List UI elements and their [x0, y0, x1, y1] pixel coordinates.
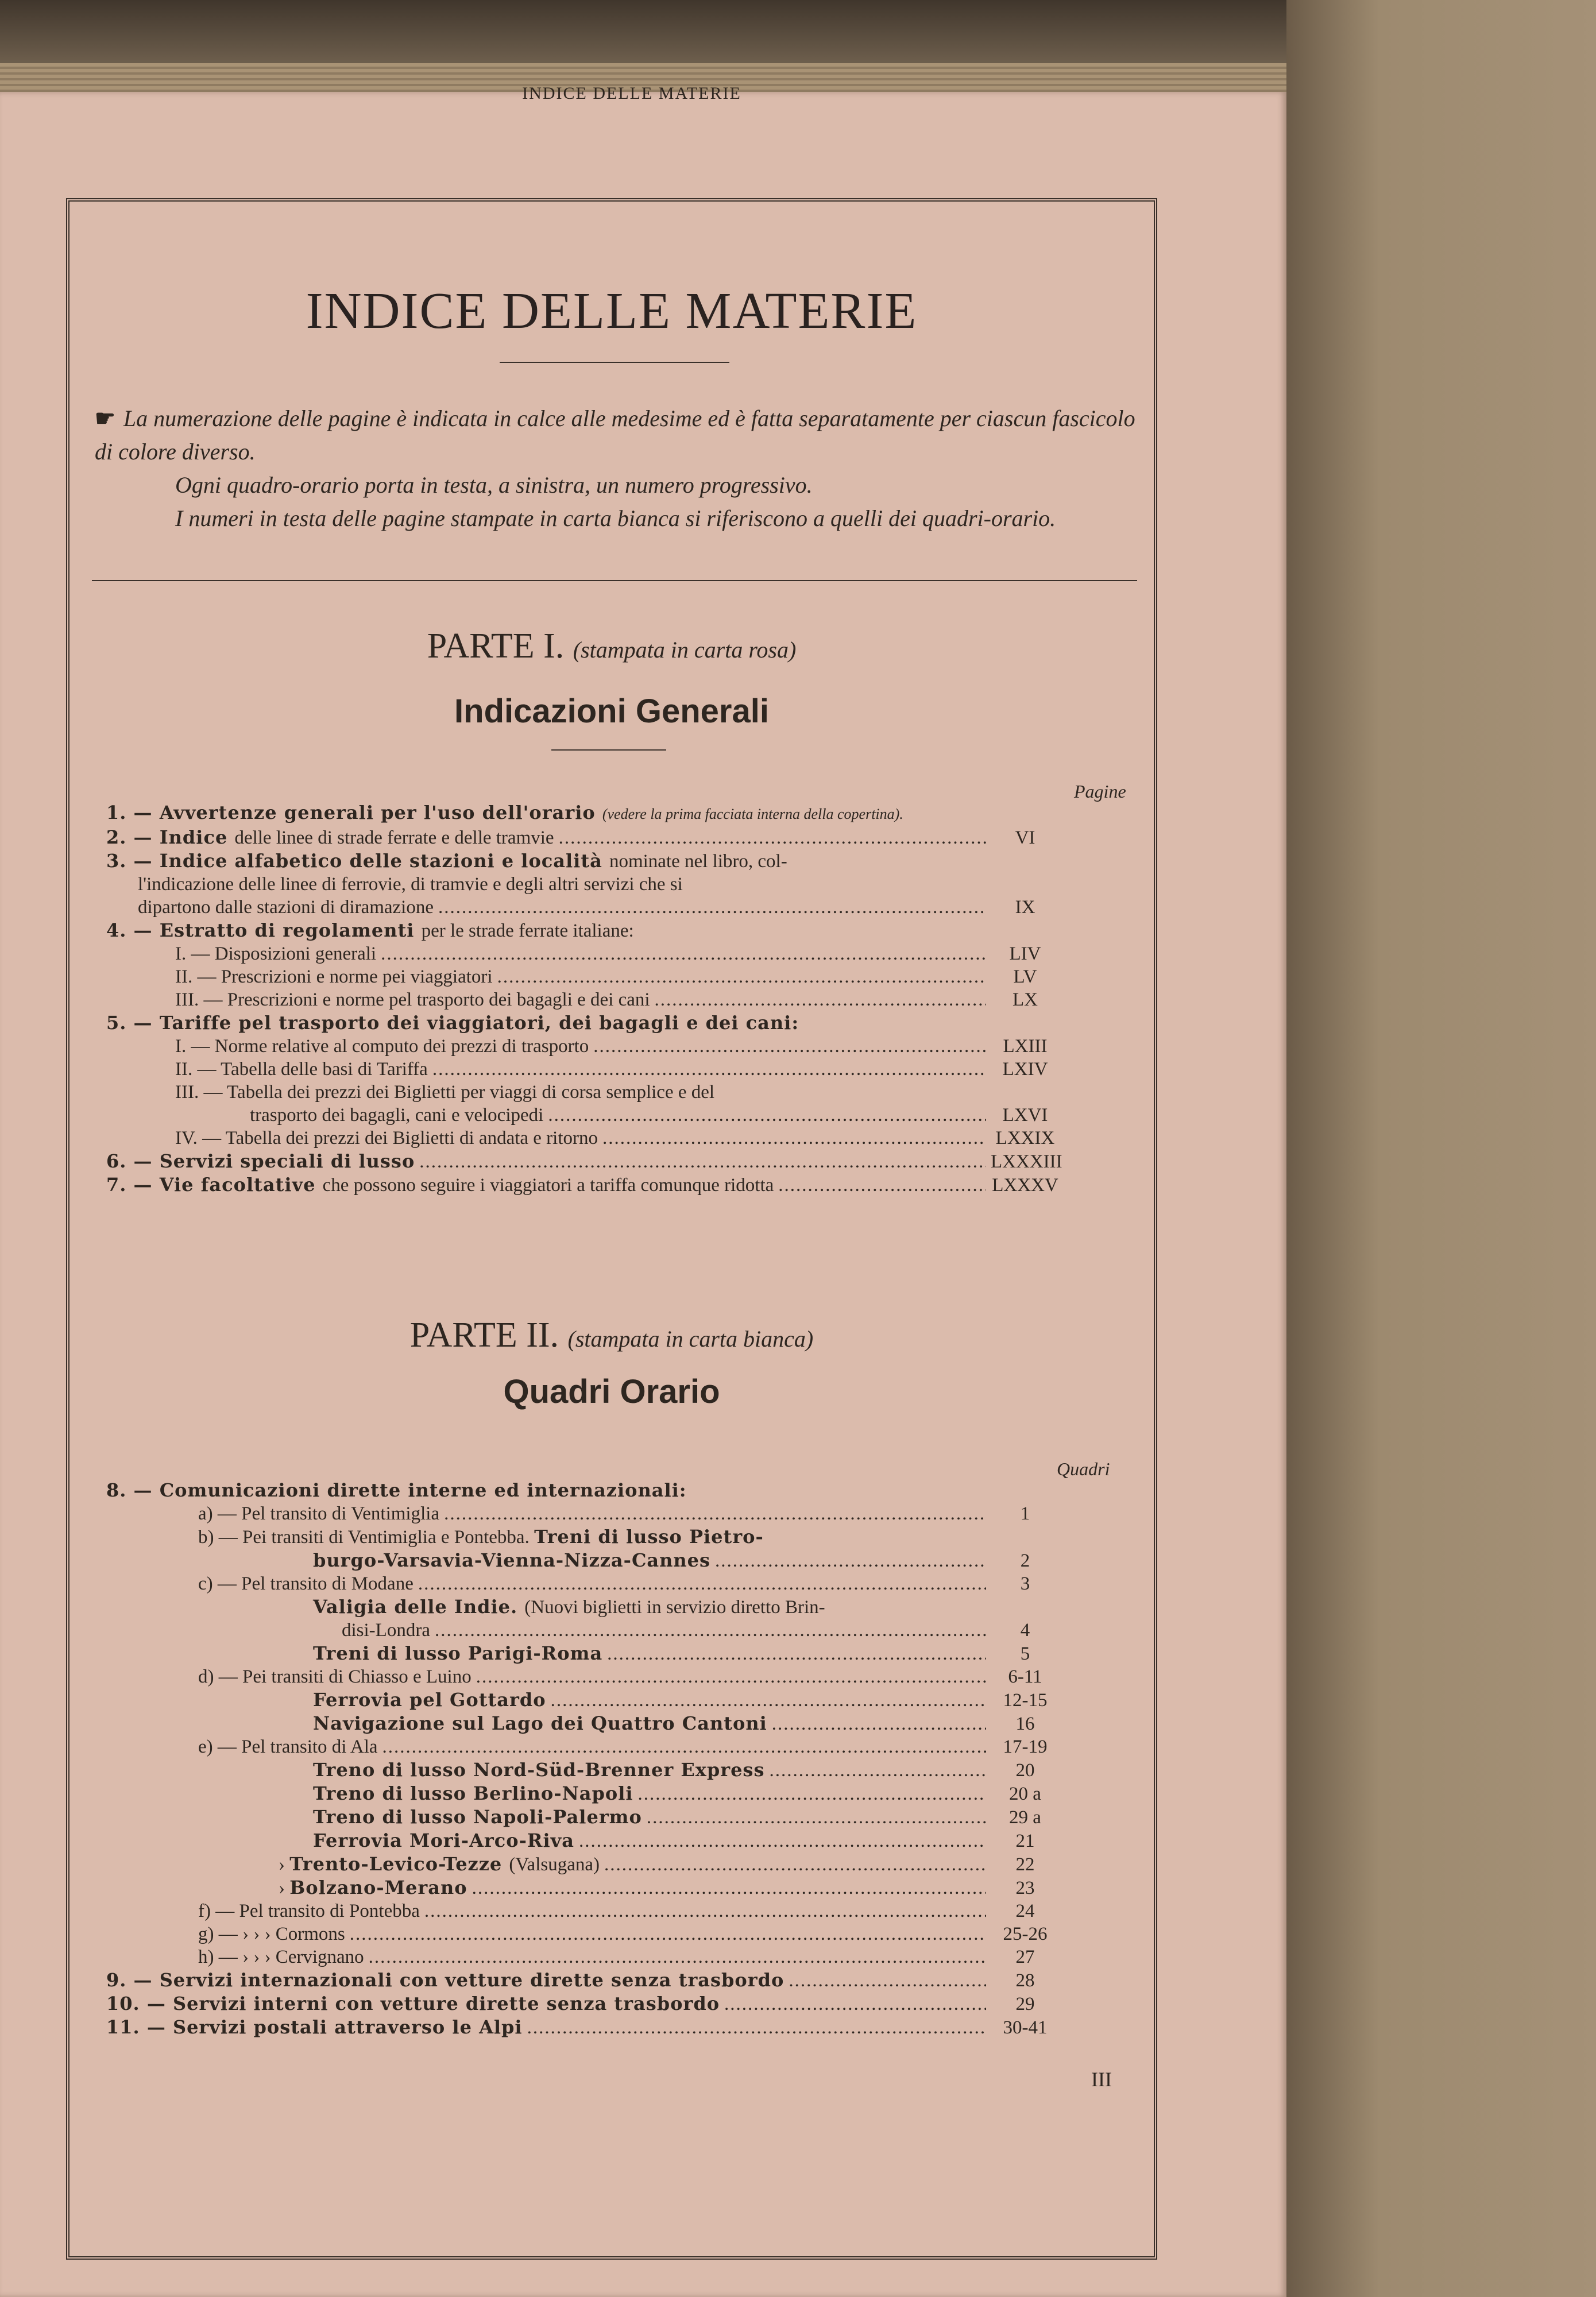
entry-text: (Nuovi biglietti in servizio diretto Brin- [524, 1597, 825, 1618]
toc-entry [106, 1035, 1060, 1058]
entry-text: g) — › › › Cormons [198, 1924, 345, 1944]
entry-text: › [279, 1878, 290, 1898]
part2-toc [106, 1479, 1060, 2039]
entry-page: LV [1013, 966, 1037, 987]
entry-title: Treni di lusso Pietro- [534, 1526, 764, 1548]
entry-text: trasporto dei bagagli, cani e velocipedi [250, 1105, 544, 1126]
entry-page: LXXXIII [991, 1151, 1062, 1172]
leader-dots [559, 826, 986, 849]
leader-dots [647, 1806, 986, 1829]
entry-text: I. — Disposizioni generali [175, 943, 377, 964]
toc-entry [106, 1572, 1060, 1595]
toc-entry [106, 826, 1060, 849]
toc-entry [106, 919, 1060, 942]
leader-dots [638, 1782, 986, 1805]
entry-number: 7. — [106, 1174, 160, 1196]
toc-entry [106, 942, 1060, 965]
entry-text: (Valsugana) [509, 1854, 600, 1875]
toc-entry [106, 1525, 1060, 1549]
leader-dots [369, 1946, 986, 1969]
toc-entry [106, 988, 1060, 1011]
note-quadro: Ogni quadro-orario porta in testa, a sinistra, un numero progressivo. [175, 472, 813, 498]
part2-section-title: Quadri Orario [503, 1373, 720, 1410]
pages-column-label: Pagine [1074, 781, 1126, 802]
entry-page: LXIII [1003, 1036, 1048, 1057]
entry-page: 25-26 [1003, 1924, 1048, 1944]
toc-entry [106, 1735, 1060, 1758]
entry-number: 3. — [106, 850, 160, 872]
leader-dots [497, 965, 986, 988]
toc-entry [106, 2016, 1060, 2039]
entry-page: VI [1015, 827, 1035, 848]
leader-dots [472, 1877, 986, 1900]
entry-text: II. — Tabella delle basi di Tariffa [175, 1059, 428, 1080]
entry-page: 30-41 [1003, 2017, 1048, 2038]
leader-dots [424, 1900, 986, 1923]
entry-page: 24 [1015, 1901, 1035, 1921]
entry-title: Estratto di regolamenti [159, 919, 422, 941]
entry-title: Ferrovia pel Gottardo [313, 1689, 546, 1711]
toc-entry [106, 1081, 1060, 1104]
toc-entry [106, 1900, 1060, 1923]
toc-entry [106, 1173, 1060, 1197]
leader-dots [435, 1619, 986, 1642]
toc-entry [106, 1969, 1060, 1992]
entry-text: che possono seguire i viaggiatori a tariffa comunque ridotta [322, 1175, 774, 1196]
entry-page: 22 [1015, 1854, 1035, 1875]
entry-title: Tariffe pel trasporto dei viaggiatori, dei bagagli e dei cani: [159, 1012, 799, 1034]
entry-page: 28 [1015, 1970, 1035, 1991]
leader-dots [548, 1104, 986, 1127]
entry-page: 20 [1015, 1760, 1035, 1781]
entry-text: › [279, 1854, 290, 1875]
entry-title: burgo-Varsavia-Vienna-Nizza-Cannes [313, 1549, 711, 1571]
entry-page: LXXXV [992, 1175, 1058, 1196]
toc-entry [106, 1502, 1060, 1525]
entry-page: 4 [1020, 1620, 1030, 1641]
entry-page: LIV [1009, 943, 1041, 964]
entry-title: Servizi interni con vetture dirette senza trasbordo [172, 1993, 720, 2014]
entry-page: 27 [1015, 1947, 1035, 1967]
entry-number: 6. — [106, 1150, 160, 1172]
leader-dots [778, 1174, 986, 1197]
entry-page: 3 [1020, 1573, 1030, 1594]
entry-title: Servizi speciali di lusso [159, 1150, 415, 1172]
entry-number: 1. — [106, 802, 160, 823]
entry-page: 29 a [1009, 1807, 1041, 1828]
entry-title: Servizi internazionali con vetture dirette senza trasbordo [159, 1969, 785, 1991]
toc-entry [106, 801, 1060, 826]
leader-dots [607, 1642, 986, 1665]
entry-text: I. — Norme relative al computo dei prezzi di trasporto [175, 1036, 589, 1057]
entry-number: 5. — [106, 1012, 160, 1034]
note-numbering: ☛ La numerazione delle pagine è indicata in calce alle medesime ed è fatta separatamente per ciascun fascicolo di colore diverso. [95, 405, 1135, 465]
entry-page: 2 [1020, 1550, 1030, 1571]
entry-number: 9. — [106, 1969, 160, 1991]
entry-title: Avvertenze generali per l'uso dell'orario [159, 802, 602, 823]
entry-number: 2. — [106, 826, 160, 848]
toc-entry [106, 1782, 1060, 1805]
entry-page: 1 [1020, 1503, 1030, 1524]
leader-dots [432, 1058, 986, 1081]
entry-number: 4. — [106, 919, 160, 941]
entry-title: Valigia delle Indie. [313, 1596, 525, 1618]
entry-text: nominate nel libro, col- [609, 851, 787, 872]
entry-text: II. — Prescrizioni e norme pei viaggiatori [175, 966, 493, 987]
entry-text: a) — Pel transito di Ventimiglia [198, 1503, 440, 1524]
toc-entry [106, 1946, 1060, 1969]
leader-dots [381, 942, 986, 965]
entry-text: e) — Pel transito di Ala [198, 1737, 378, 1757]
toc-entry [106, 1104, 1060, 1127]
entry-text: disi-Londra [342, 1620, 430, 1641]
entry-title: Treno di lusso Nord-Süd-Brenner Express [313, 1759, 765, 1781]
leader-dots [438, 896, 986, 919]
part2-heading: PARTE II. (stampata in carta bianca) [409, 1316, 814, 1355]
entry-note: (vedere la prima facciata interna della copertina). [602, 806, 903, 822]
quadri-column-label: Quadri [1057, 1459, 1110, 1479]
entry-title: Ferrovia Mori-Arco-Riva [313, 1830, 574, 1851]
toc-entry [106, 1619, 1060, 1642]
entry-page: LXXIX [995, 1128, 1055, 1148]
toc-entry [106, 1688, 1060, 1712]
toc-entry [106, 896, 1060, 919]
entry-number: 11. — [106, 2016, 173, 2038]
section-rule [551, 749, 666, 751]
running-head: INDICE DELLE MATERIE [522, 84, 741, 103]
toc-entry [106, 849, 1060, 873]
entry-page: 29 [1015, 1994, 1035, 2014]
entry-text: per le strade ferrate italiane: [421, 921, 634, 941]
entry-number: 10. — [106, 1993, 173, 2014]
part1-heading: PARTE I. (stampata in carta rosa) [427, 627, 797, 666]
entry-page: 6-11 [1008, 1666, 1042, 1687]
entry-page: 12-15 [1003, 1690, 1048, 1711]
leader-dots [444, 1502, 986, 1525]
entry-page: LXIV [1002, 1059, 1048, 1080]
entry-text: IV. — Tabella dei prezzi dei Biglietti di andata e ritorno [175, 1128, 598, 1148]
part1-section-title: Indicazioni Generali [454, 693, 769, 730]
entry-title: Indice alfabetico delle stazioni e località [159, 850, 609, 872]
leader-dots [418, 1572, 986, 1595]
entry-page: LXVI [1002, 1105, 1048, 1126]
leader-dots [527, 2016, 986, 2039]
entry-title: Indice [159, 826, 235, 848]
entry-page: 17-19 [1003, 1737, 1048, 1757]
entry-title: Comunicazioni dirette interne ed internazionali: [159, 1479, 687, 1501]
note-white-pages: I numeri in testa delle pagine stampate in carta bianca si riferiscono a quelli dei quadri-orario. [175, 505, 1056, 531]
toc-entry [106, 1011, 1060, 1035]
entry-number: 8. — [106, 1479, 160, 1501]
entry-title: Treni di lusso Parigi-Roma [313, 1642, 603, 1664]
entry-page: IX [1015, 897, 1035, 918]
part1-toc [106, 801, 1060, 1197]
page-number: III [1091, 2068, 1112, 2091]
leader-dots [419, 1150, 986, 1173]
toc-entry [106, 1876, 1060, 1900]
entry-title: Bolzano-Merano [289, 1877, 467, 1898]
toc-entry [106, 1805, 1060, 1829]
leader-dots [769, 1759, 986, 1782]
leader-dots [772, 1712, 986, 1735]
entry-page: 16 [1015, 1714, 1035, 1734]
toc-entry [106, 1829, 1060, 1853]
toc-entry [106, 1712, 1060, 1735]
entry-title: Servizi postali attraverso le Alpi [172, 2016, 523, 2038]
leader-dots [593, 1035, 986, 1058]
entry-text: dipartono dalle stazioni di diramazione [138, 897, 434, 918]
leader-dots [715, 1549, 986, 1572]
entry-title: Vie facoltative [159, 1174, 323, 1196]
entry-page: 20 a [1009, 1784, 1041, 1804]
entry-title: Navigazione sul Lago dei Quattro Cantoni [313, 1712, 767, 1734]
entry-text: b) — Pei transiti di Ventimiglia e Pontebba. [198, 1527, 535, 1548]
entry-text: f) — Pel transito di Pontebba [198, 1901, 420, 1921]
entry-text: h) — › › › Cervignano [198, 1947, 364, 1967]
leader-dots [724, 1993, 986, 2016]
toc-entry [106, 1642, 1060, 1665]
entry-text: d) — Pei transiti di Chiasso e Luino [198, 1666, 472, 1687]
entry-page: 23 [1015, 1878, 1035, 1898]
entry-page: 21 [1015, 1831, 1035, 1851]
entry-text: c) — Pel transito di Modane [198, 1573, 414, 1594]
pointing-hand-icon: ☛ [95, 405, 115, 431]
leader-dots [602, 1127, 986, 1150]
toc-entry [106, 1758, 1060, 1782]
leader-dots [350, 1923, 986, 1946]
entry-title: Treno di lusso Berlino-Napoli [313, 1782, 633, 1804]
toc-entry [106, 1923, 1060, 1946]
divider [92, 580, 1137, 581]
leader-dots [476, 1665, 986, 1688]
toc-entry [106, 1127, 1060, 1150]
leader-dots [382, 1735, 986, 1758]
entry-text: delle linee di strade ferrate e delle tramvie [234, 827, 554, 848]
toc-entry [106, 1992, 1060, 2016]
leader-dots [789, 1969, 986, 1992]
entry-title: Treno di lusso Napoli-Palermo [313, 1806, 642, 1828]
leader-dots [655, 988, 986, 1011]
entry-text: III. — Prescrizioni e norme pel trasporto dei bagagli e dei cani [175, 989, 650, 1010]
toc-entry [106, 965, 1060, 988]
book-right-edge [1286, 0, 1596, 2297]
entry-text: l'indicazione delle linee di ferrovie, di tramvie e degli altri servizi che si [138, 874, 683, 895]
toc-entry [106, 1595, 1060, 1619]
toc-entry [106, 1549, 1060, 1572]
toc-entry [106, 1665, 1060, 1688]
toc-entry [106, 1058, 1060, 1081]
leader-dots [551, 1689, 986, 1712]
toc-entry [106, 873, 1060, 896]
toc-entry [106, 1479, 1060, 1502]
entry-page: LX [1013, 989, 1038, 1010]
entry-title: Trento-Levico-Tezze [289, 1853, 509, 1875]
leader-dots [604, 1853, 986, 1876]
page-title: INDICE DELLE MATERIE [306, 283, 918, 339]
title-rule [500, 362, 729, 363]
entry-text: III. — Tabella dei prezzi dei Biglietti per viaggi di corsa semplice e del [175, 1082, 715, 1103]
entry-page: 5 [1020, 1644, 1030, 1664]
leader-dots [579, 1830, 986, 1853]
toc-entry [106, 1853, 1060, 1876]
toc-entry [106, 1150, 1060, 1173]
